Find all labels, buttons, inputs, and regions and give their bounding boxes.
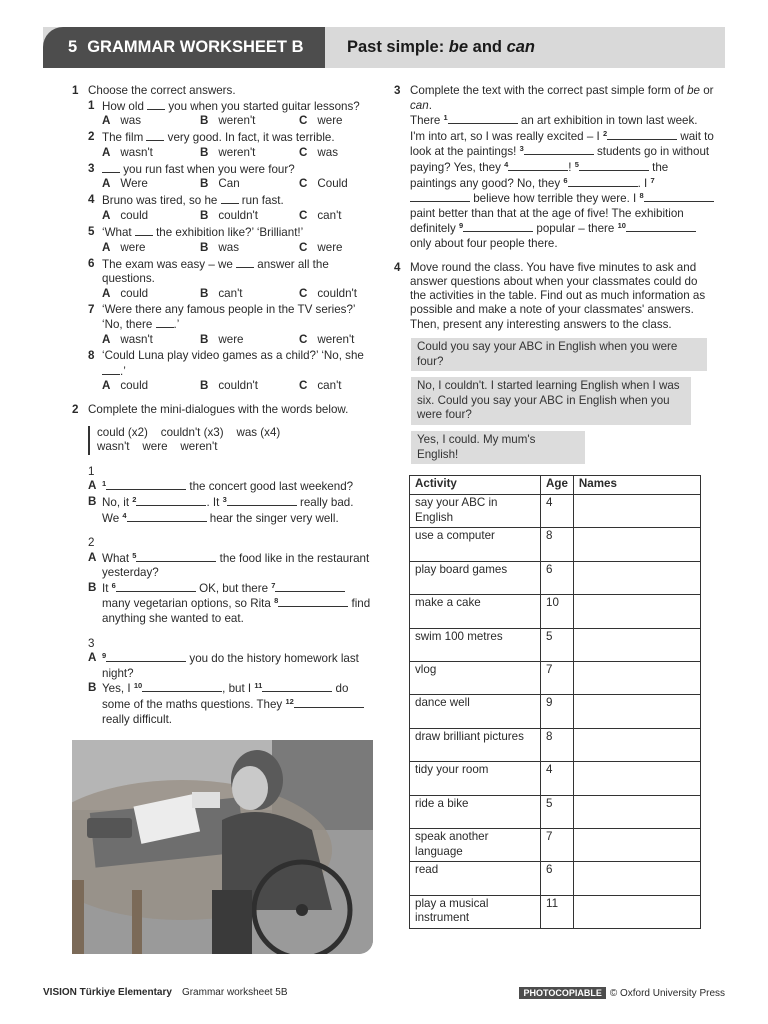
activity-cell: vlog bbox=[410, 661, 541, 694]
dialogue-number: 2 bbox=[88, 536, 95, 550]
table-row bbox=[410, 862, 701, 895]
dialogue-line-a: A $^9$ you do the history homework last night? bbox=[88, 651, 359, 680]
dialogue-number: 1 bbox=[88, 464, 95, 478]
names-cell[interactable] bbox=[573, 795, 700, 828]
table-row bbox=[410, 595, 701, 628]
names-cell[interactable] bbox=[573, 895, 700, 928]
option-c[interactable]: C were bbox=[299, 240, 343, 254]
option-b[interactable]: B can't bbox=[200, 286, 243, 300]
activity-cell: make a cake bbox=[410, 595, 541, 628]
table-row bbox=[410, 528, 701, 561]
age-cell: 7 bbox=[541, 828, 574, 861]
header-topic bbox=[347, 27, 535, 68]
footer-brand: VISION Türkiye Elementary bbox=[43, 987, 172, 998]
question-item: 1 How old you when you started guitar lessons? bbox=[88, 98, 360, 113]
option-b[interactable]: B weren't bbox=[200, 145, 256, 159]
option-a[interactable]: A were bbox=[102, 240, 146, 254]
option-b[interactable]: B Can bbox=[200, 177, 240, 191]
question-item: 5 ‘What the exhibition like?’ ‘Brilliant!’ bbox=[88, 224, 304, 239]
option-c[interactable]: C can't bbox=[299, 379, 342, 393]
dialogue-line-b: B It $^6$ OK, but there $^7$ many vegetarian options, so Rita $^8$ find anything she wanted to eat. bbox=[88, 580, 371, 626]
answer-gap[interactable] bbox=[644, 191, 714, 202]
answer-gap[interactable] bbox=[106, 479, 186, 490]
activity-table-body bbox=[410, 495, 701, 929]
answer-gap[interactable] bbox=[116, 581, 196, 592]
dialogue-line-b: B No, it $^2$ . It $^3$ really bad. We $^4$ hear the singer very well. bbox=[88, 494, 354, 525]
answer-gap[interactable] bbox=[142, 681, 222, 692]
answer-options bbox=[102, 379, 372, 395]
answer-gap[interactable] bbox=[127, 511, 207, 522]
option-c[interactable]: C can't bbox=[299, 208, 342, 222]
question-number: 3 bbox=[88, 161, 95, 175]
exercise-1-items bbox=[72, 99, 372, 396]
age-cell: 8 bbox=[541, 528, 574, 561]
answer-options bbox=[102, 333, 372, 349]
table-row bbox=[410, 495, 701, 528]
question-number: 6 bbox=[88, 256, 95, 270]
option-a[interactable]: A could bbox=[102, 208, 149, 222]
answer-gap[interactable] bbox=[135, 225, 153, 236]
question-number: 5 bbox=[88, 224, 95, 238]
age-cell: 4 bbox=[541, 495, 574, 528]
column-header-activity: Activity bbox=[410, 476, 541, 495]
table-row bbox=[410, 895, 701, 928]
answer-gap[interactable] bbox=[410, 191, 470, 202]
age-cell: 10 bbox=[541, 595, 574, 628]
worksheet-header bbox=[43, 27, 725, 68]
age-cell: 6 bbox=[541, 561, 574, 594]
word-box-line: could (x2) couldn't (x3) was (x4) bbox=[97, 425, 281, 439]
footer-copyright: © Oxford University Press bbox=[609, 988, 725, 999]
table-row bbox=[410, 762, 701, 795]
answer-gap[interactable] bbox=[448, 113, 518, 124]
age-cell: 5 bbox=[541, 795, 574, 828]
table-row bbox=[410, 695, 701, 728]
activity-cell: play a musical instrument bbox=[410, 895, 541, 928]
option-a[interactable]: A could bbox=[102, 286, 149, 300]
exercise-4-heading bbox=[394, 261, 714, 332]
option-c[interactable]: C Could bbox=[299, 177, 348, 191]
exercise-number: 1 bbox=[72, 84, 79, 97]
answer-gap[interactable] bbox=[607, 129, 677, 140]
question-item: 8 ‘Could Luna play video games as a child?’ ‘No, she .’ bbox=[88, 348, 364, 378]
names-cell[interactable] bbox=[573, 828, 700, 861]
topic-be: be bbox=[448, 38, 469, 56]
column-header-age: Age bbox=[541, 476, 574, 495]
answer-gap[interactable] bbox=[294, 697, 364, 708]
option-a[interactable]: A wasn't bbox=[102, 332, 153, 346]
exercise-number: 3 bbox=[394, 84, 401, 97]
answer-gap[interactable] bbox=[508, 160, 568, 171]
option-b[interactable]: B were bbox=[200, 332, 244, 346]
age-cell: 7 bbox=[541, 661, 574, 694]
answer-gap[interactable] bbox=[136, 495, 206, 506]
photocopiable-badge: PHOTOCOPIABLE bbox=[519, 987, 605, 999]
exercise-2-heading bbox=[72, 403, 372, 418]
dialogue-line-a: A $^1$ the concert good last weekend? bbox=[88, 479, 354, 494]
student-photo bbox=[72, 740, 373, 954]
page-footer bbox=[43, 985, 725, 1001]
dialogue-line-b: B Yes, I $^{10}$ , but I $^{11}$ do some of the maths questions. They $^{12}$ really difficult. bbox=[72, 681, 372, 727]
option-a[interactable]: A could bbox=[102, 379, 149, 393]
activity-cell: draw brilliant pictures bbox=[410, 728, 541, 761]
answer-gap[interactable] bbox=[102, 162, 120, 173]
dialogue-number: 3 bbox=[88, 636, 95, 650]
question-number: 7 bbox=[88, 302, 95, 316]
activity-table bbox=[409, 475, 701, 929]
question-item: 6 The exam was easy – we answer all the questions. bbox=[88, 256, 329, 286]
answer-gap[interactable] bbox=[236, 257, 254, 268]
names-cell[interactable] bbox=[573, 862, 700, 895]
table-header-row bbox=[410, 476, 701, 495]
activity-cell: speak another language bbox=[410, 828, 541, 861]
option-c[interactable]: C couldn't bbox=[299, 286, 357, 300]
question-number: 1 bbox=[88, 98, 95, 112]
answer-gap[interactable] bbox=[136, 551, 216, 562]
speech-bubble-answer: No, I couldn't. I started learning English when I was six. Could you say your ABC in English when you were four? bbox=[411, 377, 691, 425]
option-c[interactable]: C weren't bbox=[299, 332, 355, 346]
option-c[interactable]: C were bbox=[299, 114, 343, 128]
speech-bubble-reply: Yes, I could. My mum's English! bbox=[411, 431, 585, 464]
answer-gap[interactable] bbox=[227, 495, 297, 506]
exercise-number: 2 bbox=[72, 403, 79, 417]
names-cell[interactable] bbox=[573, 528, 700, 561]
exercise-number: 4 bbox=[394, 260, 401, 274]
header-title-block bbox=[43, 27, 325, 68]
option-b[interactable]: B couldn't bbox=[200, 208, 258, 222]
table-row bbox=[410, 561, 701, 594]
question-number: 4 bbox=[88, 193, 95, 207]
answer-gap[interactable] bbox=[524, 144, 594, 155]
answer-gap[interactable] bbox=[106, 651, 186, 662]
names-cell[interactable] bbox=[573, 695, 700, 728]
activity-cell: play board games bbox=[410, 561, 541, 594]
table-row bbox=[410, 628, 701, 661]
age-cell: 4 bbox=[541, 762, 574, 795]
topic-and: and bbox=[468, 38, 507, 56]
unit-number: 5 bbox=[68, 38, 78, 56]
answer-options bbox=[102, 114, 372, 130]
table-row bbox=[410, 661, 701, 694]
activity-cell: tidy your room bbox=[410, 762, 541, 795]
answer-gap[interactable] bbox=[262, 681, 332, 692]
option-a[interactable]: A Were bbox=[102, 177, 148, 191]
worksheet-title: GRAMMAR WORKSHEET B bbox=[87, 38, 304, 56]
age-cell: 5 bbox=[541, 628, 574, 661]
word-box bbox=[88, 426, 372, 455]
question-item: 7 ‘Were there any famous people in the TV series?’ ‘No, there .’ bbox=[88, 302, 356, 332]
exercise-instruction: Complete the mini-dialogues with the words below. bbox=[88, 403, 349, 417]
answer-gap[interactable] bbox=[221, 193, 239, 204]
exercise-3-heading: 3 Complete the text with the correct past simple form of be or can. bbox=[394, 84, 714, 112]
answer-options bbox=[102, 241, 372, 257]
speech-bubble-question: Could you say your ABC in English when you were four? bbox=[411, 338, 707, 371]
question-number: 8 bbox=[88, 348, 95, 362]
question-number: 2 bbox=[88, 130, 95, 144]
footer-sheet: Grammar worksheet 5B bbox=[181, 987, 288, 998]
exercise-1-heading bbox=[72, 84, 372, 99]
activity-cell: swim 100 metres bbox=[410, 628, 541, 661]
answer-gap[interactable] bbox=[146, 130, 164, 141]
answer-options bbox=[102, 209, 372, 225]
names-cell[interactable] bbox=[573, 661, 700, 694]
answer-options bbox=[102, 177, 372, 193]
exercise-3-text: There $^1$ an art exhibition in town last week. I'm into art, so I was really excited – I $^2$ wait to look at the paintings! $^3$ students go in without paying? Yes, they $^4$ ! $^5$ the paintings any good? No, they $^6$ . I $^7$ believe how terrible they were. I $^8$ paint better than that at the age of five! The exhibition definitely $^9$ popular – there $^{10}$ only about four people there. bbox=[410, 113, 714, 250]
option-b[interactable]: B couldn't bbox=[200, 379, 258, 393]
activity-cell: read bbox=[410, 862, 541, 895]
age-cell: 8 bbox=[541, 728, 574, 761]
answer-gap[interactable] bbox=[102, 364, 120, 375]
answer-gap[interactable] bbox=[275, 581, 345, 592]
names-cell[interactable] bbox=[573, 595, 700, 628]
option-a[interactable]: A wasn't bbox=[102, 145, 153, 159]
answer-options bbox=[102, 146, 372, 162]
names-cell[interactable] bbox=[573, 762, 700, 795]
age-cell: 9 bbox=[541, 695, 574, 728]
word-box-line: wasn't were weren't bbox=[97, 440, 218, 454]
answer-gap[interactable] bbox=[626, 221, 696, 232]
exercise-instruction: Choose the correct answers. bbox=[88, 84, 236, 97]
table-row bbox=[410, 795, 701, 828]
right-column bbox=[394, 84, 714, 464]
answer-gap[interactable] bbox=[156, 317, 174, 328]
exercise-instruction: Move round the class. You have five minutes to ask and answer questions about when your classmates could do the activities in the table. Find out as much information as possible and make a note of your classmates' answers. Then, present any interesting answers to the class. bbox=[410, 260, 706, 331]
topic-prefix: Past simple: bbox=[347, 38, 449, 56]
age-cell: 6 bbox=[541, 862, 574, 895]
question-item: 3 you run fast when you were four? bbox=[88, 161, 295, 176]
option-b[interactable]: B weren't bbox=[200, 114, 256, 128]
answer-gap[interactable] bbox=[568, 176, 638, 187]
table-row bbox=[410, 828, 701, 861]
option-a[interactable]: A was bbox=[102, 114, 141, 128]
names-cell[interactable] bbox=[573, 561, 700, 594]
photo-illustration bbox=[72, 740, 373, 954]
answer-gap[interactable] bbox=[278, 596, 348, 607]
names-cell[interactable] bbox=[573, 628, 700, 661]
left-column bbox=[72, 84, 372, 727]
activity-cell: ride a bike bbox=[410, 795, 541, 828]
age-cell: 11 bbox=[541, 895, 574, 928]
answer-options bbox=[102, 287, 372, 303]
names-cell[interactable] bbox=[573, 728, 700, 761]
answer-gap[interactable] bbox=[579, 160, 649, 171]
option-b[interactable]: B was bbox=[200, 240, 239, 254]
activity-cell: say your ABC in English bbox=[410, 495, 541, 528]
activity-cell: dance well bbox=[410, 695, 541, 728]
dialogue-line-a: A What $^5$ the food like in the restaurant yesterday? bbox=[88, 550, 370, 580]
activity-cell: use a computer bbox=[410, 528, 541, 561]
question-item: 2 The film very good. In fact, it was terrible. bbox=[88, 130, 335, 145]
question-item: 4 Bruno was tired, so he run fast. bbox=[88, 193, 284, 208]
names-cell[interactable] bbox=[573, 495, 700, 528]
table-row bbox=[410, 728, 701, 761]
topic-can: can bbox=[506, 38, 536, 56]
column-header-names: Names bbox=[573, 476, 700, 495]
answer-gap[interactable] bbox=[147, 99, 165, 110]
option-c[interactable]: C was bbox=[299, 145, 338, 159]
answer-gap[interactable] bbox=[463, 221, 533, 232]
